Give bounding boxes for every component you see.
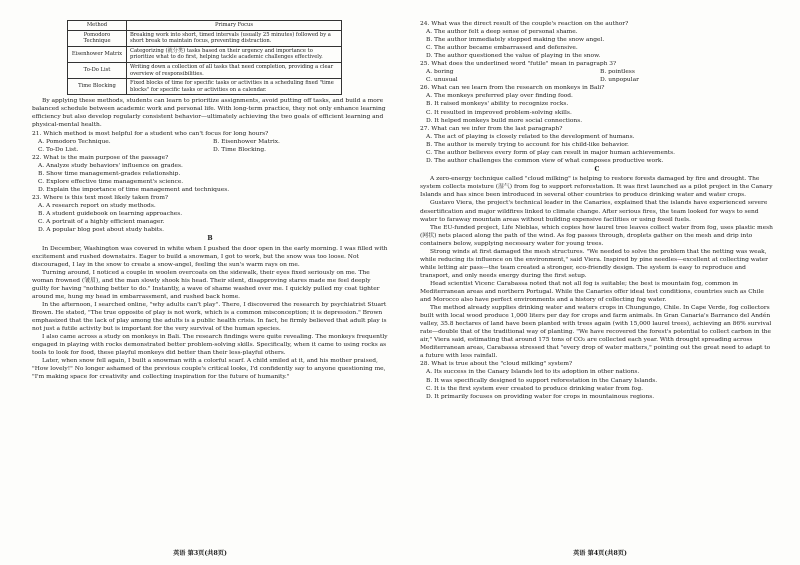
table-cell-focus: Breaking work into short, timed intervals (usually 25 minutes) followed by a short break to maintain focus, preventing distraction. bbox=[127, 30, 342, 46]
option-a: A. Pomodoro Technique. bbox=[38, 138, 111, 145]
option-b: B. It raised monkeys' ability to recognize rocks. bbox=[426, 101, 569, 108]
question-stem: 28. What is true about the "cloud milking" system? bbox=[420, 361, 573, 368]
question-27 bbox=[420, 125, 774, 165]
table-row bbox=[68, 30, 342, 46]
option-d: D. Explain the importance of time management and techniques. bbox=[38, 186, 230, 193]
option-d: D. A popular blog post about study habits. bbox=[38, 227, 165, 234]
table-header-row bbox=[68, 21, 342, 31]
table-cell-method: Eisenhower Matrix bbox=[68, 46, 127, 62]
question-stem: 22. What is the main purpose of the passage? bbox=[32, 154, 169, 161]
question-stem: 26. What can we learn from the research on monkeys in Bali? bbox=[420, 85, 605, 92]
question-26 bbox=[420, 84, 774, 124]
option-a: A. boring bbox=[426, 69, 454, 76]
option-d: D. The author challenges the common view of what composes productive work. bbox=[426, 157, 664, 164]
passage-c-paragraph: Strong winds at first damaged the mesh structures. "We needed to solve the problem that the netting was weak, while reducing its influence on the environment," said Viera. Inspired by pine needles—excellent at collecting water while letting air pass—the team created a stronger, eco-friendly design. The system is easy to reproduce and transport, and only needs energy during the first setup. bbox=[420, 248, 768, 279]
table-row bbox=[68, 79, 342, 95]
option-a: A. The author felt a deep sense of personal shame. bbox=[426, 29, 578, 36]
question-stem: 24. What was the direct result of the couple's reaction on the author? bbox=[420, 21, 629, 27]
option-d: D. unpopular bbox=[600, 77, 639, 84]
passage-b-paragraph: In the afternoon, I searched online, "why adults can't play". There, I discovered the research by psychiatrist Stuart Brown. He stated, "The true opposite of play is not work, which is a common misconception; it is depression." Brown emphasized that the lack of play among the adults is a public health crisis. In fact, he firmly believed that adult play is not just a futile activity but is important for the very survival of the human species. bbox=[32, 301, 387, 333]
option-c: C. It is the first system ever created to produce drinking water from fog. bbox=[426, 385, 643, 392]
table-cell-focus: Writing down a collection of all tasks that need completion, providing a clear overview of responsibilities. bbox=[127, 62, 342, 78]
passage-a-conclusion: By applying these methods, students can learn to prioritize assignments, avoid putting off tasks, and build a more balanced schedule between academic work and personal life. With long-term practice, they not only enhance learning efficiency but also develop regularly consistent behavior—ultimately achieving the two goals of efficient learning and physical-mental health. bbox=[32, 98, 386, 129]
table-cell-method: To-Do List bbox=[68, 62, 127, 78]
table-row bbox=[68, 46, 342, 62]
option-b: B. A student guidebook on learning approaches. bbox=[38, 211, 183, 217]
option-c: C. It resulted in improved problem-solving skills. bbox=[426, 109, 572, 116]
option-a: A. A research report on study methods. bbox=[38, 202, 156, 209]
passage-c-paragraph: Head scientist Vicenc Carabassa noted that not all fog is suitable; the best is mountain fog, common in Mediterranean areas and northern Portugal. While the Canaries offer ideal test conditions, countries such as Chile and Morocco also have perfect environments and a history of collecting fog water. bbox=[420, 280, 764, 304]
question-stem: 21. Which method is most helpful for a student who can't focus for long hours? bbox=[32, 130, 269, 137]
passage-c-paragraph: A zero-energy technique called "cloud milking" is helping to restore forests damaged by fire and drought. The system collects moisture (湿气) from fog to support reforestation. It was first launched as a pilot project in the Canary Islands and has since been introduced in several other countries to produce drinking water and water crops. bbox=[420, 176, 773, 199]
option-d: D. Time Blocking. bbox=[213, 146, 266, 153]
question-stem: 23. Where is this text most likely taken from? bbox=[32, 194, 169, 201]
option-b: B. It was specifically designed to support reforestation in the Canary Islands. bbox=[426, 377, 658, 384]
option-c: C. The author believes every form of play can result in major human achievements. bbox=[426, 149, 676, 156]
option-d: D. It primarily focuses on providing water for crops in mountainous regions. bbox=[426, 393, 655, 400]
table-header-method: Method bbox=[68, 21, 127, 31]
question-24 bbox=[420, 20, 774, 60]
option-a: A. The monkeys preferred play over finding food. bbox=[426, 93, 573, 100]
option-b: B. The author immediately stopped making the snow angel. bbox=[426, 37, 605, 44]
passage-b-paragraph: Turning around, I noticed a couple in woolen overcoats on the sidewalk, their eyes fixed seriously on me. The woman frowned (皱眉), and the man slowly shook his head. Their silent, disapproving stares made me feel deeply guilty for having "nothing better to do." Instantly, a wave of shame washed over me. I quickly pulled my coat tighter around me, hung my head in embarrassment, and rushed back home. bbox=[32, 269, 380, 300]
option-d: D. The author questioned the value of playing in the snow. bbox=[426, 53, 601, 60]
option-d: D. It helped monkeys build more social connections. bbox=[426, 117, 583, 124]
passage-c-paragraph: Gustavo Viera, the project's technical leader in the Canaries, explained that the islands have experienced severe desertification and major wildfires linked to climate change. After serious fires, the team looked for ways to send water to faraway mountain areas without building expensive facilities or using fossil fuels. bbox=[420, 200, 768, 223]
right-page bbox=[400, 0, 800, 565]
passage-b-paragraph: Later, when snow fell again, I built a snowman with a colorful scarf. A child smiled at it, and his mother praised, "How lovely!" No longer ashamed of the previous couple's critical looks, I'd confidently say to anyone questioning me, "I'm making space for creativity and collecting inspiration for the future of humanity." bbox=[32, 358, 386, 381]
table-row bbox=[68, 62, 342, 78]
passage-b-paragraph: I also came across a study on monkeys in Bali. The research findings were quite revealing. The monkeys frequently engaged in playing with rocks demonstrated better problem-solving skills. Specifically, when it came to using rocks as tools to look for food, these playful monkeys did better than their less-playful others. bbox=[32, 334, 388, 357]
option-c: C. Explore effective time management's science. bbox=[38, 178, 184, 185]
question-21 bbox=[32, 130, 388, 154]
option-b: B. The author is merely trying to account for his child-like behavior. bbox=[426, 141, 629, 148]
option-b: B. Eisenhower Matrix. bbox=[213, 138, 280, 145]
question-28 bbox=[420, 360, 774, 400]
table-cell-method: Pomodoro Technique bbox=[68, 30, 127, 46]
page-footer: 英语 第3页(共8页) bbox=[173, 550, 227, 557]
option-b: B. Show time management-grades relationship. bbox=[38, 170, 181, 177]
table-cell-focus: Categorizing (就分类) tasks based on their urgency and importance to prioritize what to do first, helping tackle academic challenges effectively. bbox=[127, 46, 342, 62]
passage-c-paragraph: The method already supplies drinking water and waters crops in Chungungo, Chile. In Cape Verde, fog collectors built with local wood produce 1,000 liters per day for crops and farm animals. In Gran Canaria's Barranco del Andén valley, 35.8 hectares of land have been planted with trees again (with 15,000 laurel trees), achieving an 86% survival rate—double that of the traditional way of planting. "We have recovered the forest's potential to collect carbon in the air," Viera said, estimating that around 175 tons of CO₂ are collected each year. With drought spreading across Mediterranean areas, Carabassa stressed that "every drop of water matters," pointing out the great need to adapt to a future with less rainfall. bbox=[420, 305, 772, 360]
option-c: C. The author became embarrassed and defensive. bbox=[426, 45, 578, 52]
option-c: C. unusual bbox=[426, 77, 458, 84]
option-b: B. pointless bbox=[600, 69, 635, 76]
option-a: A. Analyze study behaviors' influence on grades. bbox=[38, 162, 183, 169]
page-footer: 英语 第4页(共8页) bbox=[573, 550, 627, 557]
table-header-focus: Primary Focus bbox=[127, 21, 342, 31]
question-22 bbox=[32, 154, 388, 194]
option-c: C. To-Do List. bbox=[38, 146, 79, 153]
table-cell-focus: Fixed blocks of time for specific tasks or activities in a scheduling fixed "time blocks" for specific tasks or activities on a calendar. bbox=[127, 79, 342, 95]
section-heading-c: C bbox=[594, 165, 600, 173]
methods-table bbox=[67, 20, 342, 95]
option-c: C. A portrait of a highly efficient manager. bbox=[38, 219, 165, 226]
question-25 bbox=[420, 60, 774, 84]
passage-c-paragraph: The EU-funded project, Life Nieblas, which copies how laurel tree leaves collect water from fog, uses plastic mesh (网状) nets placed along the path of the wind. As fog passes through, droplets gather on the mesh and drip into containers below, supplying necessary water for young trees. bbox=[420, 224, 773, 247]
option-a: A. The act of playing is closely related to the development of humans. bbox=[426, 133, 635, 140]
question-stem: 27. What can we infer from the last paragraph? bbox=[420, 125, 563, 132]
table-cell-method: Time Blocking bbox=[68, 79, 127, 95]
question-stem: 25. What does the underlined word "futile" mean in paragraph 3? bbox=[420, 61, 617, 68]
option-a: A. Its success in the Canary Islands led to its adoption in other nations. bbox=[426, 369, 640, 376]
question-23 bbox=[32, 194, 388, 234]
section-heading-b: B bbox=[207, 235, 213, 243]
passage-b-paragraph: In December, Washington was covered in white when I pushed the door open in the early morning. I was filled with excitement and rushed downstairs. Eager to build a snowman, I got to work, but the snow was too loose. Not discouraged, I lay in the snow to create a snow-angel, feeling the sun's warm rays on me. bbox=[32, 245, 388, 268]
